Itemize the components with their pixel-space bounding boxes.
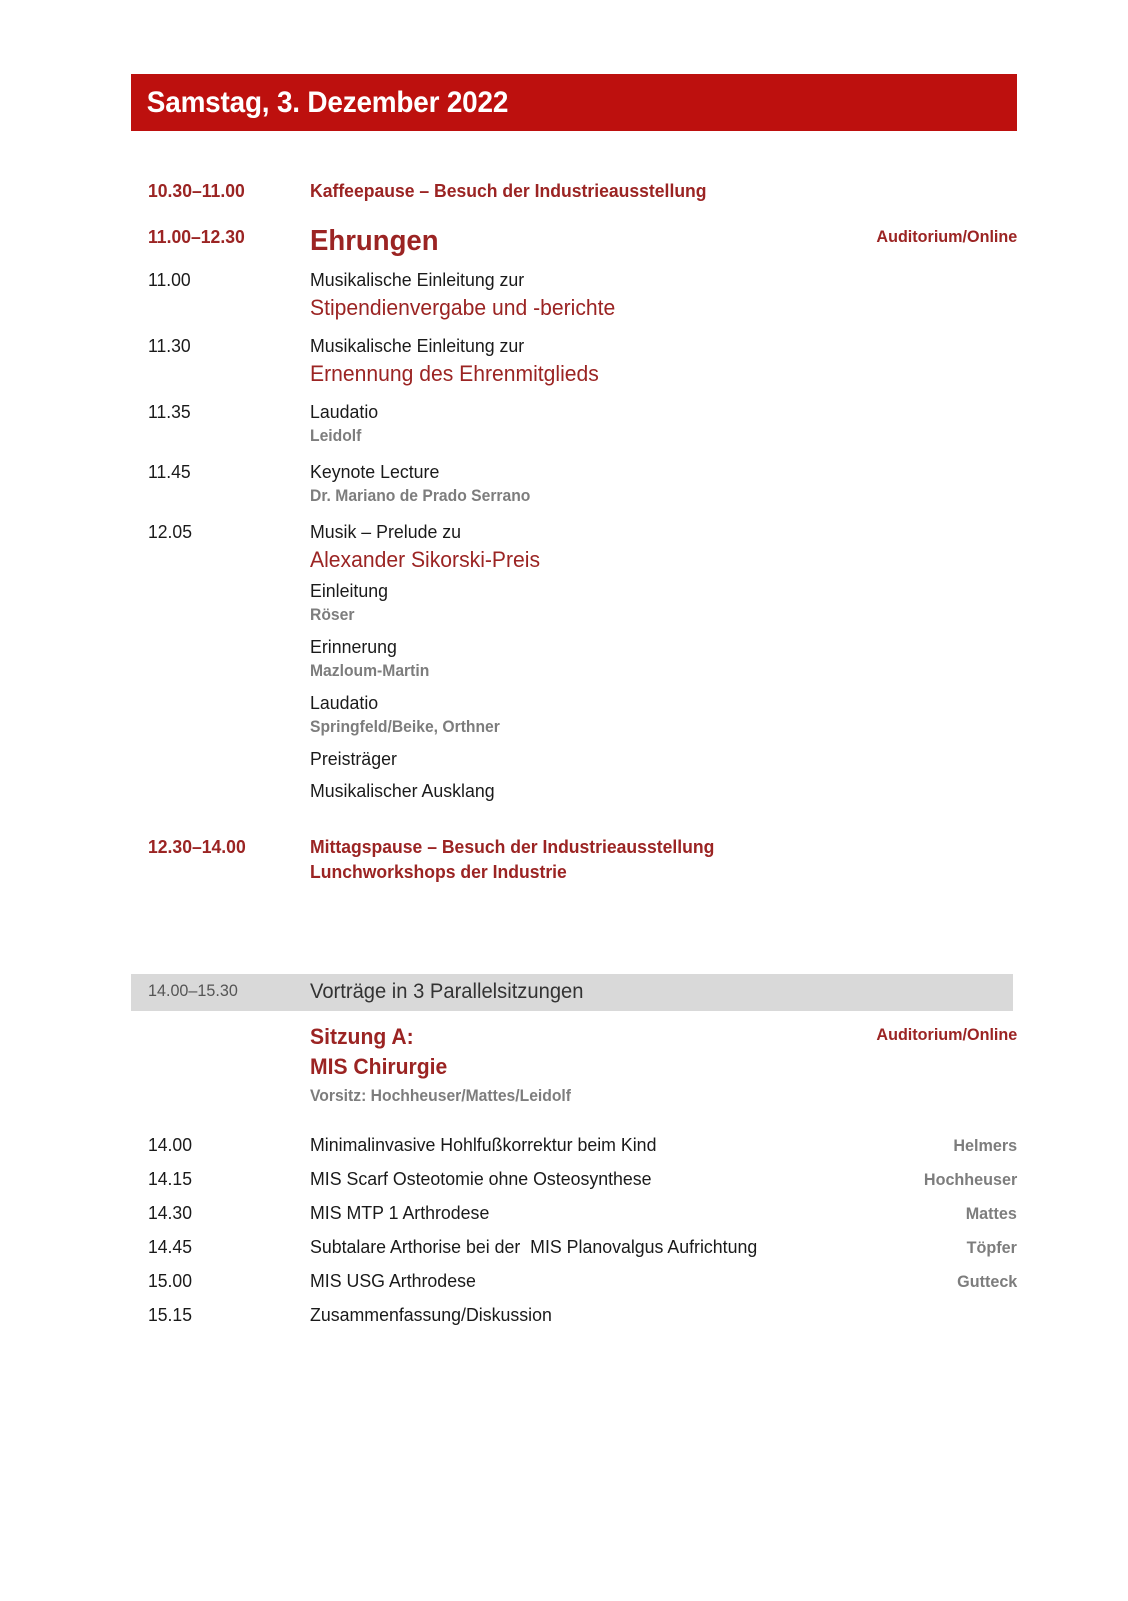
item-lead: Laudatio: [310, 401, 379, 422]
talk-title: MIS USG Arthrodese: [310, 1270, 476, 1291]
item-time: 12.05: [148, 521, 192, 542]
item-lead: Keynote Lecture: [310, 461, 440, 482]
item-speaker: Leidolf: [310, 427, 362, 445]
talk-title: MIS MTP 1 Arthrodese: [310, 1202, 490, 1223]
ehrungen-item: [148, 399, 1017, 448]
item-speaker: Dr. Mariano de Prado Serrano: [310, 487, 531, 505]
ehrungen-time: 11.00–12.30: [148, 226, 245, 247]
session-a-topic: MIS Chirurgie: [310, 1054, 448, 1079]
talk-time: 14.30: [148, 1202, 192, 1223]
subitem-label: Einleitung: [310, 580, 389, 601]
ehrungen-header-row: [148, 224, 1017, 258]
talk-row: [148, 1162, 1017, 1196]
ehrungen-title: Ehrungen: [310, 225, 439, 257]
talk-row: [148, 1196, 1017, 1230]
subitem-speaker: Mazloum-Martin: [310, 662, 430, 680]
item-title: Stipendienvergabe und -berichte: [310, 295, 616, 320]
lunch-break-time: 12.30–14.00: [148, 836, 246, 857]
award-subitem: [310, 578, 1017, 627]
item-time: 11.00: [148, 269, 191, 290]
subitem-speaker: Springfeld/Beike, Orthner: [310, 718, 500, 736]
session-a-chair: Vorsitz: Hochheuser/Mattes/Leidolf: [310, 1087, 571, 1105]
session-a-header: [148, 1022, 1017, 1108]
talk-row: [148, 1128, 1017, 1162]
ehrungen-item: [148, 333, 1017, 388]
item-title: Ernennung des Ehrenmitglieds: [310, 361, 599, 386]
subitem-label: Preisträger: [310, 748, 397, 769]
talk-row: [148, 1230, 1017, 1264]
award-subitem: [310, 634, 1017, 683]
talk-time: 14.15: [148, 1168, 192, 1189]
lunch-break-row: [148, 834, 1017, 884]
session-a-name: Sitzung A:: [310, 1024, 414, 1049]
ehrungen-item: [148, 267, 1017, 322]
session-a-room: Auditorium/Online: [876, 1025, 1017, 1044]
talk-time: 14.00: [148, 1134, 192, 1155]
item-time: 11.30: [148, 335, 191, 356]
date-banner-title: Samstag, 3. Dezember 2022: [146, 85, 509, 119]
item-lead: Musikalische Einleitung zur: [310, 335, 525, 356]
talk-speaker: Helmers: [953, 1136, 1017, 1155]
talk-speaker: Töpfer: [966, 1238, 1017, 1257]
coffee-break-time: 10.30–11.00: [148, 180, 245, 201]
award-subitem: [310, 746, 1017, 772]
subitem-label: Erinnerung: [310, 636, 397, 657]
lunch-break-line2: Lunchworkshops der Industrie: [310, 861, 567, 882]
talk-speaker: Hochheuser: [923, 1170, 1017, 1189]
date-banner: [131, 74, 1017, 131]
talk-title: MIS Scarf Osteotomie ohne Osteosynthese: [310, 1168, 652, 1189]
subitem-label: Musikalischer Ausklang: [310, 780, 495, 801]
subitem-label: Laudatio: [310, 692, 379, 713]
parallel-sessions-label: Vorträge in 3 Parallelsitzungen: [310, 980, 584, 1003]
parallel-sessions-row: [148, 978, 1017, 1005]
talk-title: Subtalare Arthorise bei der MIS Planovalgus Aufrichtung: [310, 1236, 758, 1257]
session-a-talk-list: [148, 1128, 1017, 1331]
talk-row: [148, 1298, 1017, 1331]
talk-title: Minimalinvasive Hohlfußkorrektur beim Kind: [310, 1134, 657, 1155]
coffee-break-label: Kaffeepause – Besuch der Industrieausstellung: [310, 180, 707, 201]
subitem-speaker: Röser: [310, 606, 355, 624]
talk-row: [148, 1264, 1017, 1298]
ehrungen-room: Auditorium/Online: [876, 227, 1017, 246]
talk-speaker: Gutteck: [956, 1272, 1017, 1291]
item-time: 11.45: [148, 461, 191, 482]
ehrungen-item: [148, 519, 1017, 804]
talk-time: 15.00: [148, 1270, 192, 1291]
ehrungen-item: [148, 459, 1017, 508]
item-lead: Musik – Prelude zu: [310, 521, 462, 542]
item-lead: Musikalische Einleitung zur: [310, 269, 525, 290]
item-time: 11.35: [148, 401, 191, 422]
talk-title: Zusammenfassung/Diskussion: [310, 1304, 552, 1325]
award-subitem: [310, 690, 1017, 739]
award-subitem: [310, 778, 1017, 804]
lunch-break-line1: Mittagspause – Besuch der Industrieausstellung: [310, 836, 715, 857]
program-content: [148, 178, 1017, 884]
coffee-break-row: [148, 178, 1017, 203]
parallel-sessions-time: 14.00–15.30: [148, 981, 238, 1000]
talk-speaker: Mattes: [965, 1204, 1017, 1223]
talk-time: 15.15: [148, 1304, 192, 1325]
item-title: Alexander Sikorski-Preis: [310, 547, 541, 572]
talk-time: 14.45: [148, 1236, 192, 1257]
